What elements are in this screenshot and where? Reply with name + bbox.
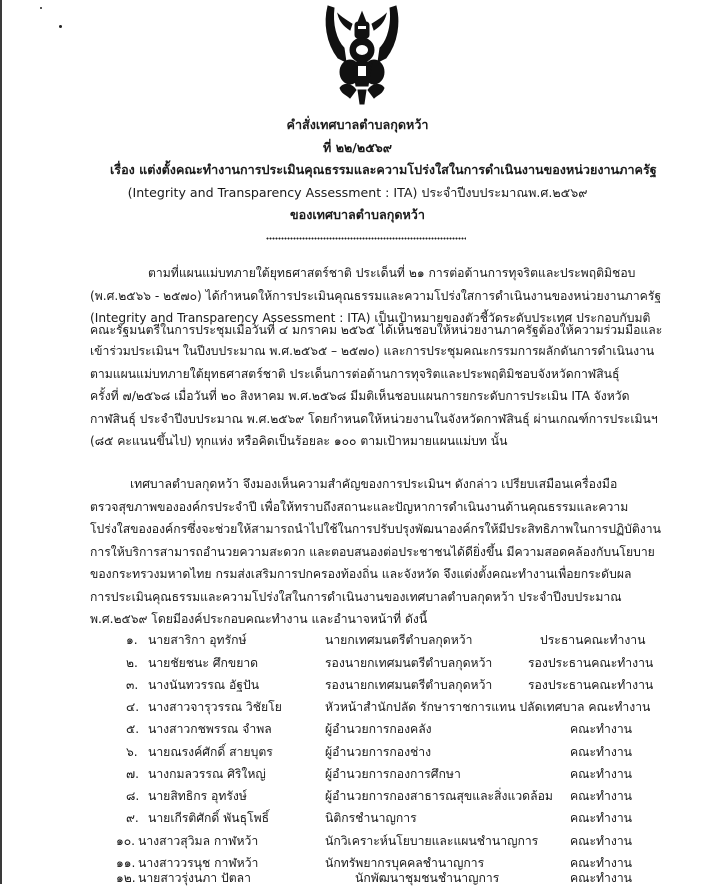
member-role: คณะทำงาน [570,745,633,759]
paragraph-line: ตามที่แผนแม่บทภายใต้ยุทธศาสตร์ชาติ ประเด็นที่ ๒๑ การต่อต้านการทุจริตและประพฤติมิชอบ [148,266,636,280]
member-role: ประธานคณะทำงาน [540,633,646,647]
committee-member-row [0,870,715,888]
member-position: ผู้อำนวยการกองสาธารณสุขและสิ่งแวดล้อม [325,789,553,803]
paragraph-line: ตรวจสุขภาพขององค์กรประจำปี เพื่อให้ทราบถึงสถานะและปัญหาการดำเนินงานด้านคุณธรรมและความ [90,500,629,514]
dotted-separator [266,237,466,240]
committee-member-row [0,655,715,673]
paragraph-line: พ.ศ.๒๕๖๙ โดยมีองค์ประกอบคณะทำงาน และอำนาจหน้าที่ ดังนี้ [90,612,428,626]
member-number: ๑๐. [116,834,136,848]
member-role: รองประธานคณะทำงาน [528,656,654,670]
paragraph-line: ของกระทรวงมหาดไทย กรมส่งเสริมการปกครองท้องถิ่น และจังหวัด จึงแต่งตั้งคณะทำงานเพื่อยกระดับผล [90,567,632,581]
order-title: คำสั่งเทศบาลตำบลกุดหว้า [286,117,429,132]
member-position: ผู้อำนวยการกองการศึกษา [325,767,461,781]
member-name: นายณรงค์ศักดิ์ สายบุตร [148,745,273,759]
paragraph-line: ครั้งที่ ๗/๒๕๖๘ เมื่อวันที่ ๒๐ สิงหาคม พ.ศ.๒๕๖๘ มีมติเห็นชอบแผนการยกระดับการประเมิน ITA จังหวัด [90,389,630,403]
member-number: ๑๑. [116,856,136,870]
paragraph-line: คณะรัฐมนตรีในการประชุมเมื่อวันที่ ๔ มกราคม ๒๕๖๕ ได้เห็นชอบให้หน่วยงานภาครัฐต้องให้ความร่วมมือและ [90,323,663,337]
committee-member-row [0,632,715,650]
member-position: นักพัฒนาชุมชนชำนาญการ [355,871,500,885]
member-name: นางสาวสุวิมล กาฬหว้า [138,834,259,848]
member-name: นายสิทธิกร อุทรังษ์ [148,789,247,803]
member-number: ๒. [126,656,138,670]
member-position: รองนายกเทศมนตรีตำบลกุดหว้า [325,678,493,692]
member-role: คณะทำงาน [570,811,633,825]
subject-line-3: ของเทศบาลตำบลกุดหว้า [290,207,425,222]
member-number: ๑๒. [116,871,136,885]
member-name: นางนันทวรรณ อัฐปัน [148,678,260,692]
paragraph-line: ตามแผนแม่บทภายใต้ยุทธศาสตร์ชาติ ประเด็นการต่อต้านการทุจริตและประพฤติมิชอบจังหวัดกาฬสินธุ์ [90,367,620,381]
member-name: นายชัยชนะ ศึกขยาด [148,656,259,670]
member-number: ๔. [126,700,140,714]
member-name: นายเกีรติศักดิ์ พันธุโพธิ์ [148,811,270,825]
paragraph-line: (Integrity and Transparency Assessment : ITA) เป็นเป้าหมายของตัวชี้วัดระดับประเทศ ประกอบกับมติ [90,311,651,325]
paragraph-line: เทศบาลตำบลกุดหว้า จึงมองเห็นความสำคัญของการประเมินฯ ดังกล่าว เปรียบเสมือนเครื่องมือ [130,477,618,491]
committee-member-row [0,833,715,851]
member-number: ๓. [126,678,139,692]
paragraph-line: เข้าร่วมประเมินฯ ในปีงบประมาณ พ.ศ.๒๕๖๕ – ๒๕๗๐) และการประชุมคณะกรรมการผลักดันการดำเนินงาน [90,344,655,358]
committee-member-row [0,788,715,806]
member-position: ผู้อำนวยการกองคลัง [325,722,432,736]
paragraph-line: การให้บริการสามารถอำนวยความสะดวก และตอบสนองต่อประชาชนได้ดียิ่งขึ้น มีความสอดคล้องกับนโยบาย [90,545,655,559]
member-role: รองประธานคณะทำงาน [528,678,654,692]
member-name: นายสาวรุ่งนภา ปัตลา [138,871,251,885]
member-number: ๕. [126,722,140,736]
member-position: นายกเทศมนตรีตำบลกุดหว้า [325,633,473,647]
member-role: คณะทำงาน [570,871,633,885]
member-number: ๗. [126,767,140,781]
member-number: ๘. [126,789,140,803]
member-position: รองนายกเทศมนตรีตำบลกุดหว้า [325,656,493,670]
member-role: คณะทำงาน [570,722,633,736]
member-number: ๙. [126,811,139,825]
member-name: นางกมลวรรณ ศิริใหญ่ [148,767,266,781]
member-position: นักทรัพยากรบุคคลชำนาญการ [325,856,485,870]
committee-member-row [0,699,715,717]
member-position: นิติกรชำนาญการ [325,811,417,825]
committee-member-row [0,677,715,695]
paragraph-line: โปร่งใสขององค์กรซึ่งจะช่วยให้สามารถนำไปใช้ในการปรับปรุงพัฒนาองค์กรให้มีประสิทธิภาพในการปฏิบัติงาน [90,522,661,536]
paragraph-line: การประเมินคุณธรรมและความโปร่งใสในการดำเนินงานของเทศบาลตำบลกุดหว้า ประจำปีงบประมาณ [90,590,622,604]
committee-member-row [0,766,715,784]
member-position: ผู้อำนวยการกองช่าง [325,745,432,759]
member-role: คณะทำงาน [570,834,633,848]
member-position: นักวิเคราะห์นโยบายและแผนชำนาญการ [325,834,539,848]
member-role: คณะทำงาน [570,789,633,803]
member-name: นางสาวจารุวรรณ วิชัยโย [148,700,282,714]
garuda-emblem-icon [322,2,402,106]
member-role: คณะทำงาน [570,767,633,781]
member-position: หัวหน้าสำนักปลัด รักษาราชการแทน ปลัดเทศบาล คณะทำงาน [325,700,651,714]
member-name: นายสาริกา อุทรักษ์ [148,633,247,647]
order-number: ที่ ๒๒/๒๕๖๙ [323,140,392,155]
member-number: ๖. [126,745,138,759]
scan-speck [40,7,42,9]
committee-member-row [0,721,715,739]
committee-member-row [0,810,715,828]
subject-line-1: เรื่อง แต่งตั้งคณะทำงานการประเมินคุณธรรมและความโปร่งใสในการดำเนินงานของหน่วยงานภาครัฐ [110,162,657,177]
committee-member-row [0,744,715,762]
subject-line-2: (Integrity and Transparency Assessment : ITA) ประจำปีงบประมาณพ.ศ.๒๕๖๙ [127,185,588,200]
scan-speck [59,25,62,28]
member-role: คณะทำงาน [570,856,633,870]
member-number: ๑. [126,633,138,647]
member-name: นางสาววรนุช กาฬหว้า [138,856,259,870]
paragraph-line: (๘๕ คะแนนขึ้นไป) ทุกแห่ง หรือคิดเป็นร้อยละ ๑๐๐ ตามเป้าหมายแผนแม่บท นั้น [90,434,508,448]
member-name: นางสาวกชพรรณ จำพล [148,722,272,736]
paragraph-line: กาฬสินธุ์ ประจำปีงบประมาณ พ.ศ.๒๕๖๙ โดยกำหนดให้หน่วยงานในจังหวัดกาฬสินธุ์ ผ่านเกณฑ์การประเมินฯ [90,412,658,426]
paragraph-line: (พ.ศ.๒๕๖๖ - ๒๕๗๐) ได้กำหนดให้การประเมินคุณธรรมและความโปร่งใสการดำเนินงานของหน่วยงานภาครัฐ [90,289,662,303]
